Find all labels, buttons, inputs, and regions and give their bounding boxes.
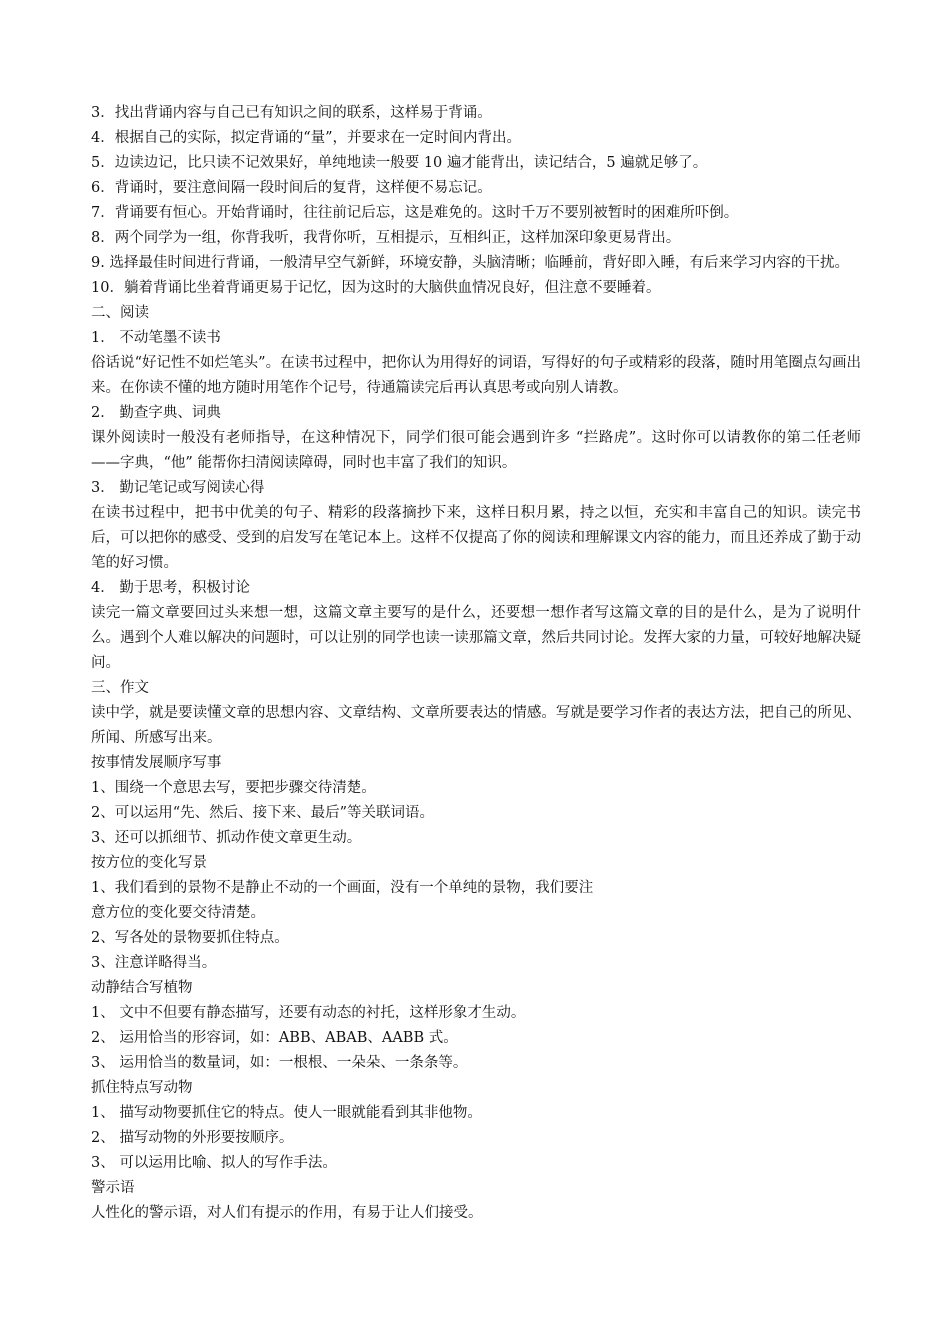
text-line: 动静结合写植物 [91, 980, 193, 996]
text-line: 警示语 [91, 1180, 135, 1196]
paragraph: 俗话说“好记性不如烂笔头”。在读书过程中，把你认为用得好的词语，写得好的句子或精彩的段落，随时用笔圈点勾画出来。在你读不懂的地方随时用笔作个记号，待通篇读完后再认真思考或向别人请教。 [91, 355, 861, 396]
text-line: 1、 文中不但要有静态描写，还要有动态的衬托，这样形象才生动。 [91, 1005, 526, 1021]
text-line: 2、可以运用“先、然后、接下来、最后”等关联词语。 [91, 805, 435, 821]
text-line: 意方位的变化要交待清楚。 [91, 905, 265, 921]
text-line: 10．躺着背诵比坐着背诵更易于记忆，因为这时的大脑供血情况良好，但注意不要睡着。 [91, 280, 661, 296]
paragraph: 在读书过程中，把书中优美的句子、精彩的段落摘抄下来，这样日积月累，持之以恒，充实和丰富自己的知识。读完书后，可以把你的感受、受到的启发写在笔记本上。这样不仅提高了你的阅读和理解课文内容的能力，而且还养成了勤于动笔的好习惯。 [91, 505, 861, 571]
text-line: 1． 不动笔墨不读书 [91, 330, 221, 346]
text-line: 1、我们看到的景物不是静止不动的一个画面，没有一个单纯的景物，我们要注 [91, 880, 594, 896]
text-line: 2、写各处的景物要抓住特点。 [91, 930, 289, 946]
text-line: 按事情发展顺序写事 [91, 755, 222, 771]
text-line: 二、阅读 [91, 305, 149, 321]
text-line: 8．两个同学为一组，你背我听，我背你听，互相提示，互相纠正，这样加深印象更易背出。 [91, 230, 681, 246]
text-line: 4．根据自己的实际，拟定背诵的“量”，并要求在一定时间内背出。 [91, 130, 522, 146]
text-line: 7．背诵要有恒心。开始背诵时，往往前记后忘，这是难免的。这时千万不要别被暂时的困难所吓倒。 [91, 205, 739, 221]
text-line: 3． 勤记笔记或写阅读心得 [91, 480, 265, 496]
text-line: 1、 描写动物要抓住它的特点。使人一眼就能看到其非他物。 [91, 1105, 482, 1121]
text-line: 3、 可以运用比喻、拟人的写作手法。 [91, 1155, 337, 1171]
paragraph: 读中学，就是要读懂文章的思想内容、文章结构、文章所要表达的情感。写就是要学习作者的表达方法，把自己的所见、所闻、所感写出来。 [91, 705, 861, 746]
text-line: 6．背诵时，要注意间隔一段时间后的复背，这样便不易忘记。 [91, 180, 492, 196]
paragraph: 课外阅读时一般没有老师指导，在这种情况下，同学们很可能会遇到许多 “拦路虎”。这时你可以请教你的第二任老师——字典，“他” 能帮你扫清阅读障碍，同时也丰富了我们的知识。 [91, 430, 861, 471]
paragraph: 9. 选择最佳时间进行背诵，一般清早空气新鲜，环境安静，头脑清晰；临睡前，背好即入睡，有后来学习内容的干扰。 [91, 255, 849, 271]
text-line: 1、围绕一个意思去写，要把步骤交待清楚。 [91, 780, 376, 796]
paragraph: 读完一篇文章要回过头来想一想，这篇文章主要写的是什么，还要想一想作者写这篇文章的目的是什么，是为了说明什么。遇到个人难以解决的问题时，可以让别的同学也读一读那篇文章，然后共同讨论。发挥大家的力量，可较好地解决疑问。 [91, 605, 861, 671]
text-line: 按方位的变化写景 [91, 855, 207, 871]
text-line: 3．找出背诵内容与自己已有知识之间的联系，这样易于背诵。 [91, 105, 492, 121]
text-line: 2、 描写动物的外形要按顺序。 [91, 1130, 294, 1146]
document-body [91, 101, 861, 1226]
text-line: 3、还可以抓细节、抓动作使文章更生动。 [91, 830, 362, 846]
text-line: 人性化的警示语，对人们有提示的作用，有易于让人们接受。 [91, 1205, 483, 1221]
text-line: 4． 勤于思考，积极讨论 [91, 580, 250, 596]
text-line: 3、 运用恰当的数量词，如：一根根、一朵朵、一条条等。 [91, 1055, 468, 1071]
text-line: 5．边读边记，比只读不记效果好，单纯地读一般要 10 遍才能背出，读记结合，5 遍就足够了。 [91, 155, 708, 171]
text-line: 2． 勤查字典、词典 [91, 405, 221, 421]
text-line: 三、作文 [91, 680, 149, 696]
text-line: 3、注意详略得当。 [91, 955, 217, 971]
text-line: 抓住特点写动物 [91, 1080, 193, 1096]
text-line: 2、 运用恰当的形容词，如：ABB、ABAB、AABB 式。 [91, 1030, 458, 1046]
